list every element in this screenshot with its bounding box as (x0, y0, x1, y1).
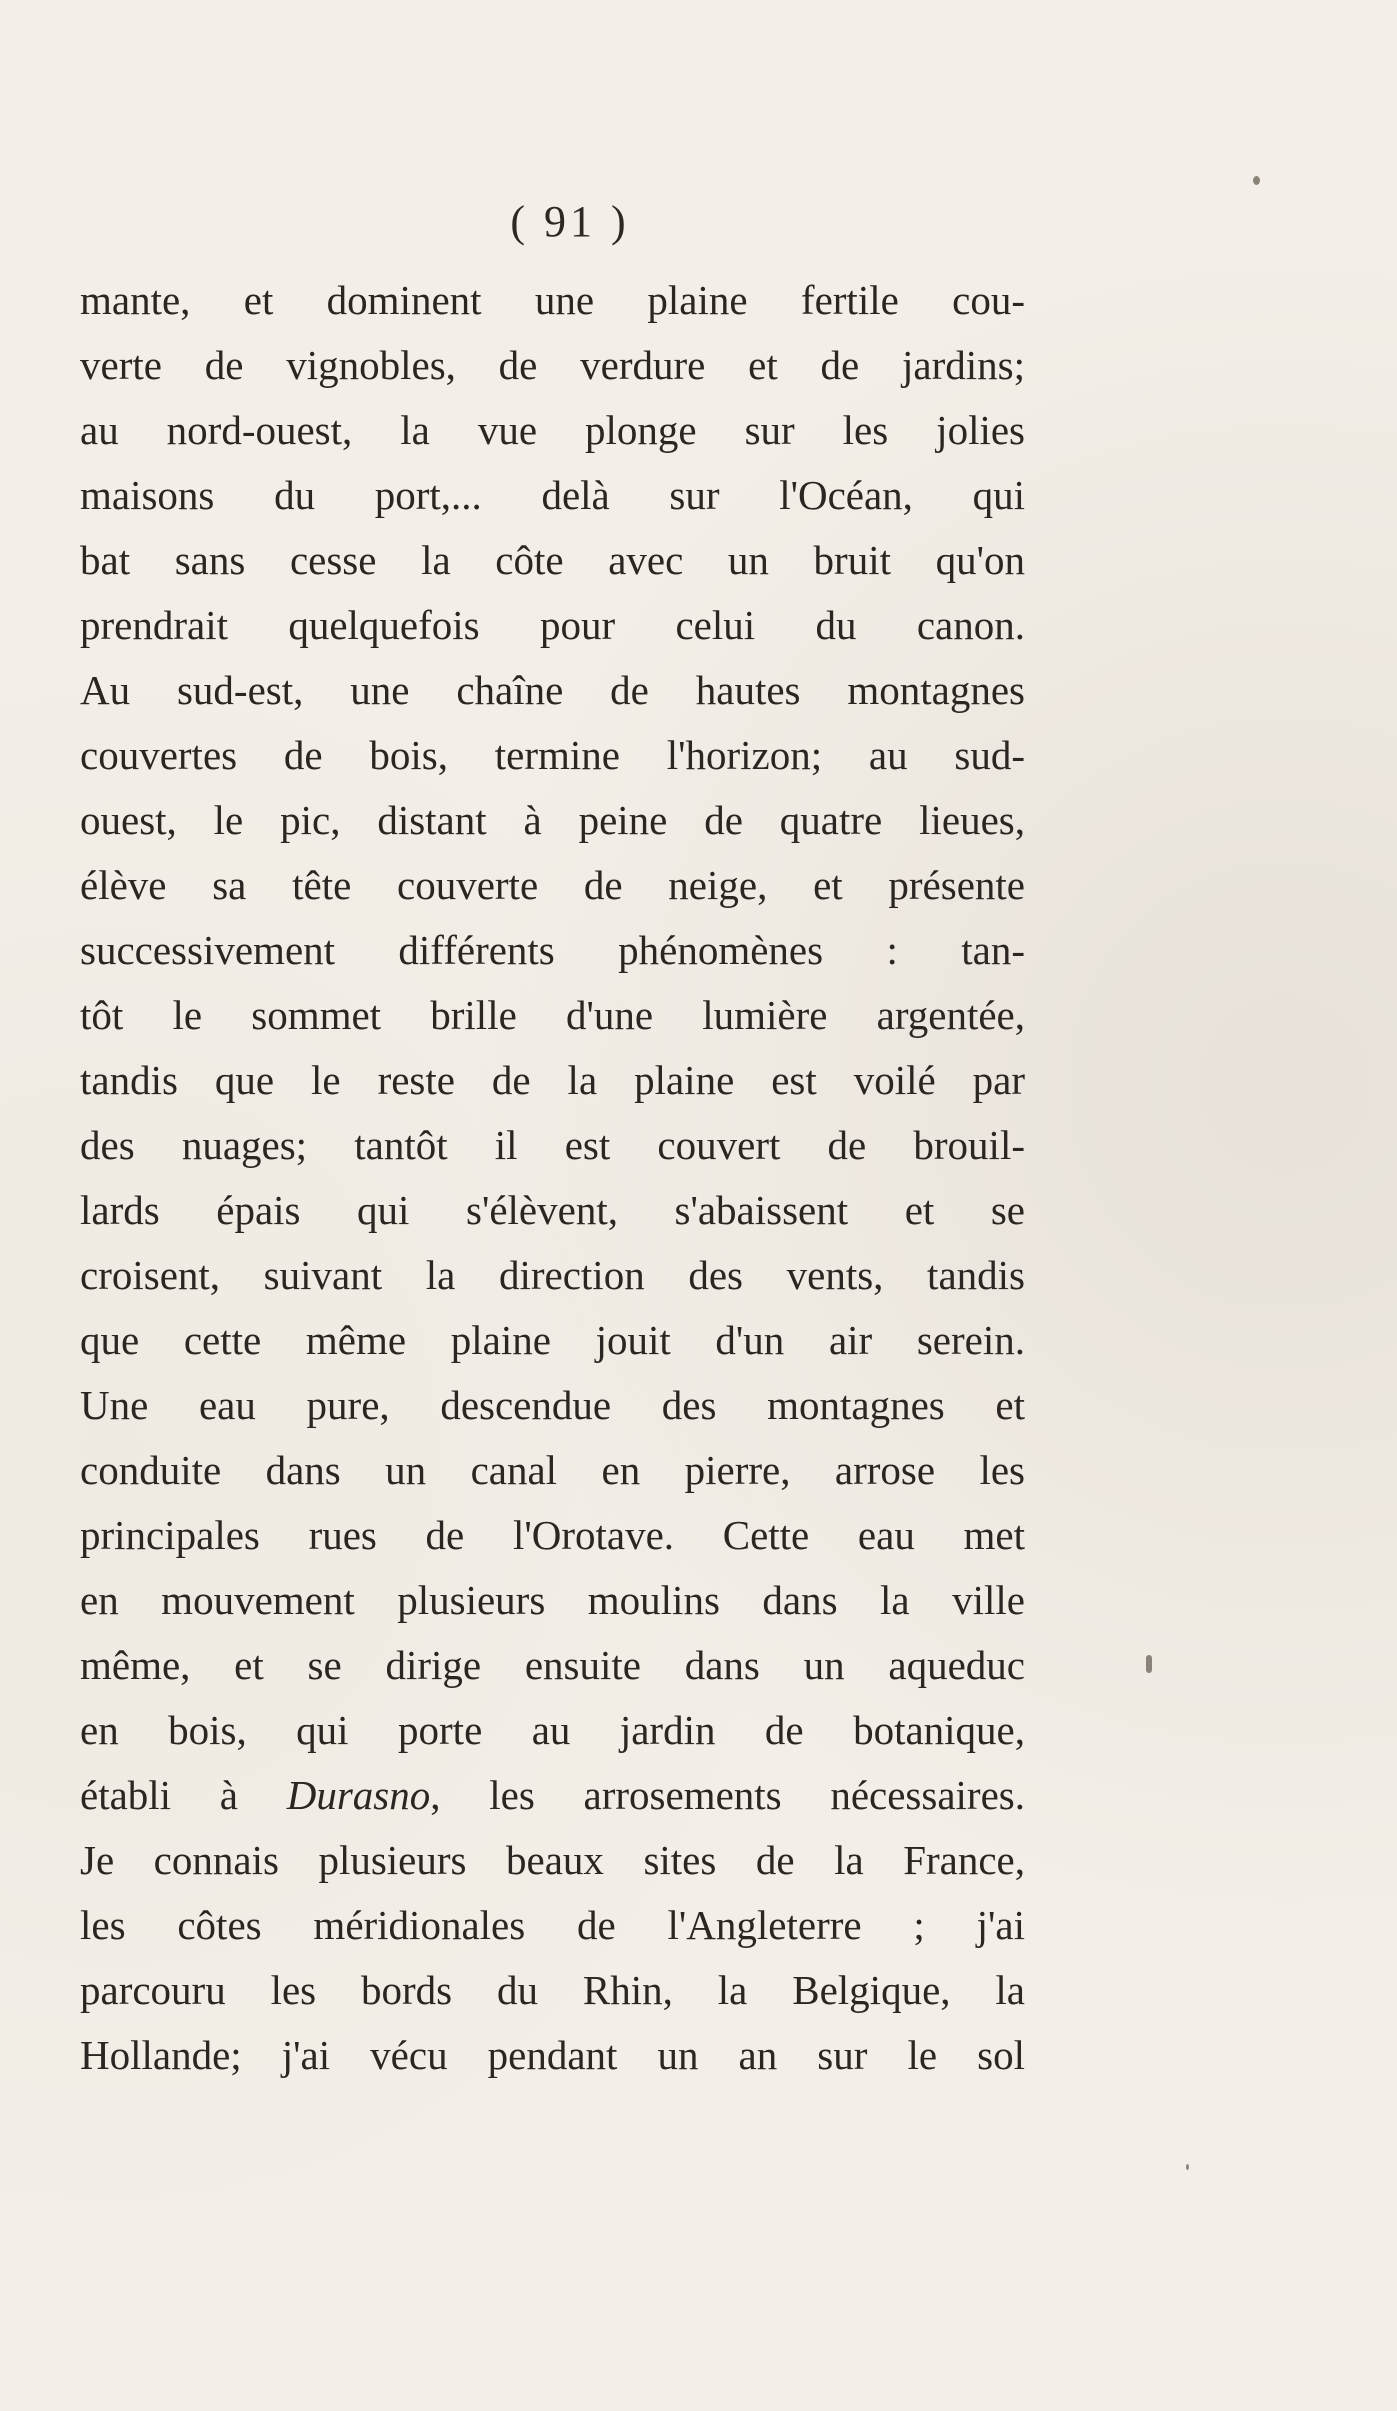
text-line: parcouru les bords du Rhin, la Belgique, la (80, 1967, 1025, 2013)
text-line: bat sans cesse la côte avec un bruit qu'on (80, 537, 1025, 583)
text-line: Une eau pure, descendue des montagnes et (80, 1382, 1025, 1428)
text-line: lards épais qui s'élèvent, s'abaissent et se (80, 1187, 1025, 1233)
text-line: croisent, suivant la direction des vents, tandis (80, 1252, 1025, 1298)
text-line: principales rues de l'Orotave. Cette eau met (80, 1512, 1025, 1558)
text-line: Au sud-est, une chaîne de hautes montagnes (80, 667, 1025, 713)
ink-speck (1186, 2164, 1189, 2170)
body-text (80, 268, 1025, 2088)
line-segment: établi à (80, 1772, 287, 1818)
text-line: Hollande; j'ai vécu pendant un an sur le sol (80, 2032, 1025, 2078)
page-number: ( 91 ) (510, 197, 630, 246)
text-line: Je connais plusieurs beaux sites de la France, (80, 1837, 1025, 1883)
text-line: au nord-ouest, la vue plonge sur les jolies (80, 407, 1025, 453)
text-line: verte de vignobles, de verdure et de jardins; (80, 342, 1025, 388)
text-line: tandis que le reste de la plaine est voilé par (80, 1057, 1025, 1103)
text-line: en mouvement plusieurs moulins dans la ville (80, 1577, 1025, 1623)
text-line: prendrait quelquefois pour celui du canon. (80, 602, 1025, 648)
text-line: couvertes de bois, termine l'horizon; au sud- (80, 732, 1025, 778)
ink-speck (1146, 1655, 1152, 1673)
text-line: élève sa tête couverte de neige, et présente (80, 862, 1025, 908)
text-line: maisons du port,... delà sur l'Océan, qui (80, 472, 1025, 518)
text-line: des nuages; tantôt il est couvert de brouil- (80, 1122, 1025, 1168)
text-line: tôt le sommet brille d'une lumière argentée, (80, 992, 1025, 1038)
text-line: mante, et dominent une plaine fertile cou- (80, 277, 1025, 323)
text-line: en bois, qui porte au jardin de botanique, (80, 1707, 1025, 1753)
text-line-with-italic (80, 1763, 1025, 1828)
text-line: même, et se dirige ensuite dans un aqueduc (80, 1642, 1025, 1688)
place-name-italic: Durasno (286, 1772, 431, 1818)
ink-speck (1253, 176, 1260, 185)
text-line: successivement différents phénomènes : tan- (80, 927, 1025, 973)
text-line: que cette même plaine jouit d'un air serein. (80, 1317, 1025, 1363)
text-line: conduite dans un canal en pierre, arrose les (80, 1447, 1025, 1493)
text-line: ouest, le pic, distant à peine de quatre lieues, (80, 797, 1025, 843)
line-segment: , les arrosements nécessaires. (430, 1772, 1025, 1818)
text-line: les côtes méridionales de l'Angleterre ; j'ai (80, 1902, 1025, 1948)
